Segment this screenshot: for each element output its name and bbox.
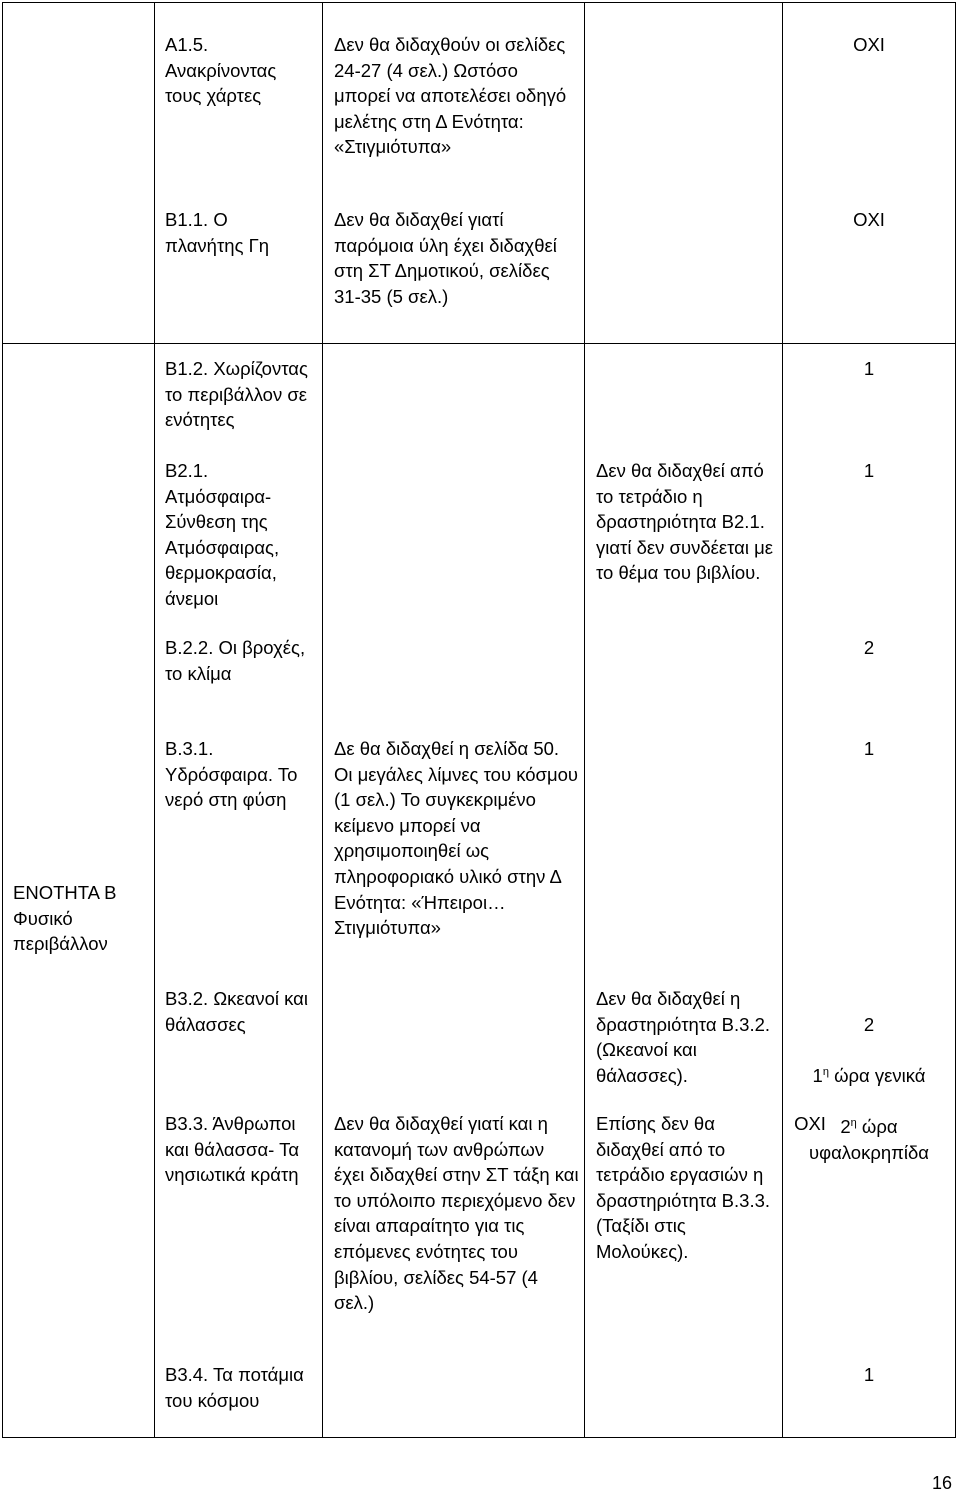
hours-cell: 1 [863,738,875,759]
hours-detail-first: $1^\eta$ ώρα γενικά [812,1064,926,1086]
topic-cell: Α1.5. Ανακρίνοντας τους χάρτες [165,34,277,107]
hours-value: 2 [863,1013,875,1035]
topic-cell: Β.3.1. Υδρόσφαιρα. Το νερό στη φύση [165,738,298,811]
notes-book-cell: Δεν θα διδαχθεί γιατί παρόμοια ύλη έχει διδαχθεί στη ΣΤ Δημοτικού, σελίδες 31-35 (5 σελ.) [334,209,557,307]
hours-cell: 2 [863,637,875,658]
topic-cell: Β1.2. Χωρίζοντας το περιβάλλον σε ενότητες [165,358,308,431]
table-border-right [955,2,956,1438]
hours-cell: ΟΧΙ [794,1113,826,1134]
page-number: 16 [932,1473,953,1493]
hours-cell: ΟΧΙ [853,209,885,230]
table-border-left [2,2,3,1438]
notes-workbook-cell: Δεν θα διδαχθεί από το τετράδιο η δραστηριότητα Β2.1. γιατί δεν συνδέεται με το θέμα του βιβλίου. [596,460,774,584]
hours-cell: 1 [863,358,875,379]
hours-cell: ΟΧΙ [853,34,885,55]
row-divider [2,343,956,344]
column-divider [322,2,323,1438]
column-divider [584,2,585,1438]
notes-book-cell: Δεν θα διδαχθεί γιατί και η κατανομή των ανθρώπων έχει διδαχθεί στην ΣΤ τάξη και το υπόλοιπο περιεχόμενο δεν είναι απαραίτητο για τις επόμενες ενότητες του βιβλίου, σελίδες 54-57 (4 σελ.) [334,1113,579,1314]
topic-cell: Β3.2. Ωκεανοί και θάλασσες [165,988,308,1035]
topic-cell: Β1.1. Ο πλανήτης Γη [165,209,270,256]
hours-cell: 1 [863,460,875,481]
hours-detail-second: $2^\eta$ ώρα υφαλοκρηπίδα [809,1115,929,1163]
notes-workbook-cell: Επίσης δεν θα διδαχθεί από το τετράδιο εργασιών η δραστηριότητα Β.3.3. (Ταξίδι στις Μολούκες). [596,1113,771,1262]
topic-cell: Β3.4. Τα ποτάμια του κόσμου [165,1364,304,1411]
hours-cell: 1 [863,1364,875,1385]
notes-book-cell: Δε θα διδαχθεί η σελίδα 50. Οι μεγάλες λίμνες του κόσμου (1 σελ.) Το συγκεκριμένο κείμενο μπορεί να χρησιμοποιηθεί ως πληροφοριακό υλικό στην Δ Ενότητα: «Ήπειροι… Στιγμιότυπα» [334,738,579,939]
topic-cell: Β3.3. Άνθρωποι και θάλασσα- Τα νησιωτικά κράτη [165,1113,300,1186]
topic-cell: Β2.1. Ατμόσφαιρα- Σύνθεση της Ατμόσφαιρας, θερμοκρασία, άνεμοι [165,460,280,609]
topic-cell: Β.2.2. Οι βροχές, το κλίμα [165,637,306,684]
notes-workbook-cell: Δεν θα διδαχθεί η δραστηριότητα Β.3.2. (Ωκεανοί και θάλασσες). [596,988,771,1086]
hours-cell [783,986,955,1191]
table-border-bottom [2,1437,956,1438]
table-border-top [2,2,956,3]
section-cell: ΕΝΟΤΗΤΑ Β Φυσικό περιβάλλον [13,882,117,955]
column-divider [154,2,155,1438]
notes-book-cell: Δεν θα διδαχθούν οι σελίδες 24-27 (4 σελ.) Ωστόσο μπορεί να αποτελέσει οδηγό μελέτης στη Δ Ενότητα: «Στιγμιότυπα» [334,34,567,158]
